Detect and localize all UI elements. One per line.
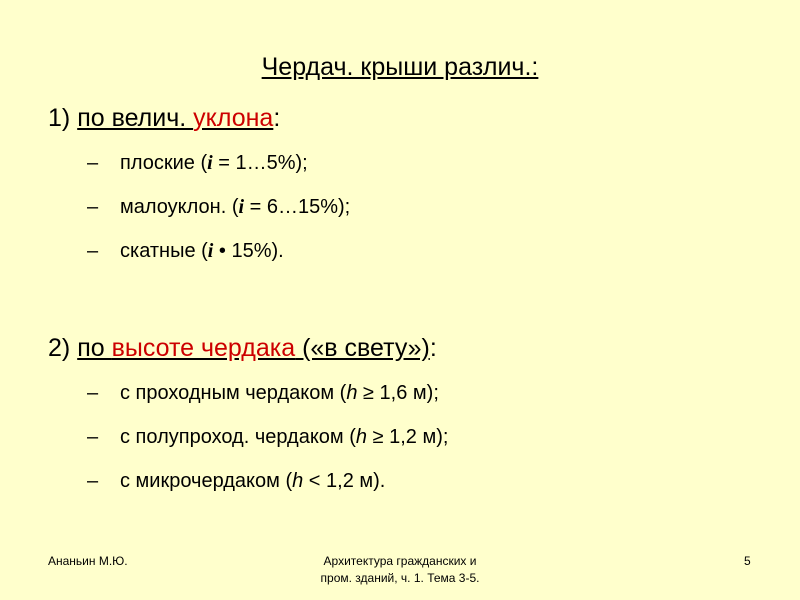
item-text-pre: с микрочердаком (	[120, 470, 293, 492]
section-1-suffix: :	[273, 104, 281, 132]
slide-title-text: Чердач. крыши различ.:	[261, 53, 539, 81]
section-2-heading-underlined	[77, 334, 430, 362]
section-2-number: 2)	[48, 334, 71, 362]
section-2-heading-red: высоте чердака	[111, 334, 296, 362]
item-text-post: < 1,2 м).	[303, 470, 386, 492]
section-2-suffix: :	[429, 334, 437, 362]
bullet-dash: –	[87, 196, 99, 218]
footer-course-line-2: пром. зданий, ч. 1. Тема 3-5.	[320, 571, 480, 585]
height-variable: h	[355, 426, 368, 448]
bullet-dash: –	[87, 470, 99, 492]
item-text-post: • 15%).	[213, 240, 284, 262]
item-text-pre: скатные (	[120, 240, 208, 262]
section-1-heading-underlined	[77, 104, 273, 132]
bullet-dash: –	[87, 152, 99, 174]
item-text-pre: плоские (	[120, 152, 208, 174]
bullet-dash: –	[87, 382, 99, 404]
bullet-dash: –	[87, 426, 99, 448]
section-2-item-2	[87, 425, 448, 449]
slope-variable: i	[238, 196, 245, 218]
bullet-dash: –	[87, 240, 99, 262]
section-2-item-1	[87, 381, 439, 405]
height-variable: h	[346, 382, 358, 404]
footer-course-line-1: Архитектура гражданских и	[323, 554, 477, 568]
section-1-item-3	[87, 239, 284, 263]
item-text-post: = 1…5%);	[212, 152, 308, 174]
slope-variable: i	[207, 152, 213, 174]
section-2-item-3	[87, 469, 385, 493]
section-1-heading-red: уклона	[193, 104, 274, 132]
item-text-pre: с полупроход. чердаком (	[120, 426, 356, 448]
height-variable: h	[292, 470, 304, 492]
item-text-post: ≥ 1,6 м);	[357, 382, 439, 404]
footer-author: Ананьин М.Ю.	[48, 554, 128, 568]
section-1-heading	[48, 103, 280, 133]
page-number: 5	[744, 554, 751, 568]
item-text-pre: малоуклон. (	[120, 196, 239, 218]
footer-course	[250, 553, 550, 587]
section-2-heading-post: («в свету»)	[295, 334, 430, 362]
item-text-post: = 6…15%);	[244, 196, 351, 218]
section-1-item-1	[87, 151, 308, 175]
slope-variable: i	[207, 240, 214, 262]
item-text-pre: с проходным чердаком (	[120, 382, 347, 404]
section-1-number: 1)	[48, 104, 71, 132]
section-2-heading-pre: по	[77, 334, 112, 362]
section-1-item-2	[87, 195, 350, 219]
slide-title	[0, 52, 800, 82]
section-1-heading-pre: по велич.	[77, 104, 194, 132]
section-2-heading	[48, 333, 437, 363]
item-text-post: ≥ 1,2 м);	[367, 426, 449, 448]
